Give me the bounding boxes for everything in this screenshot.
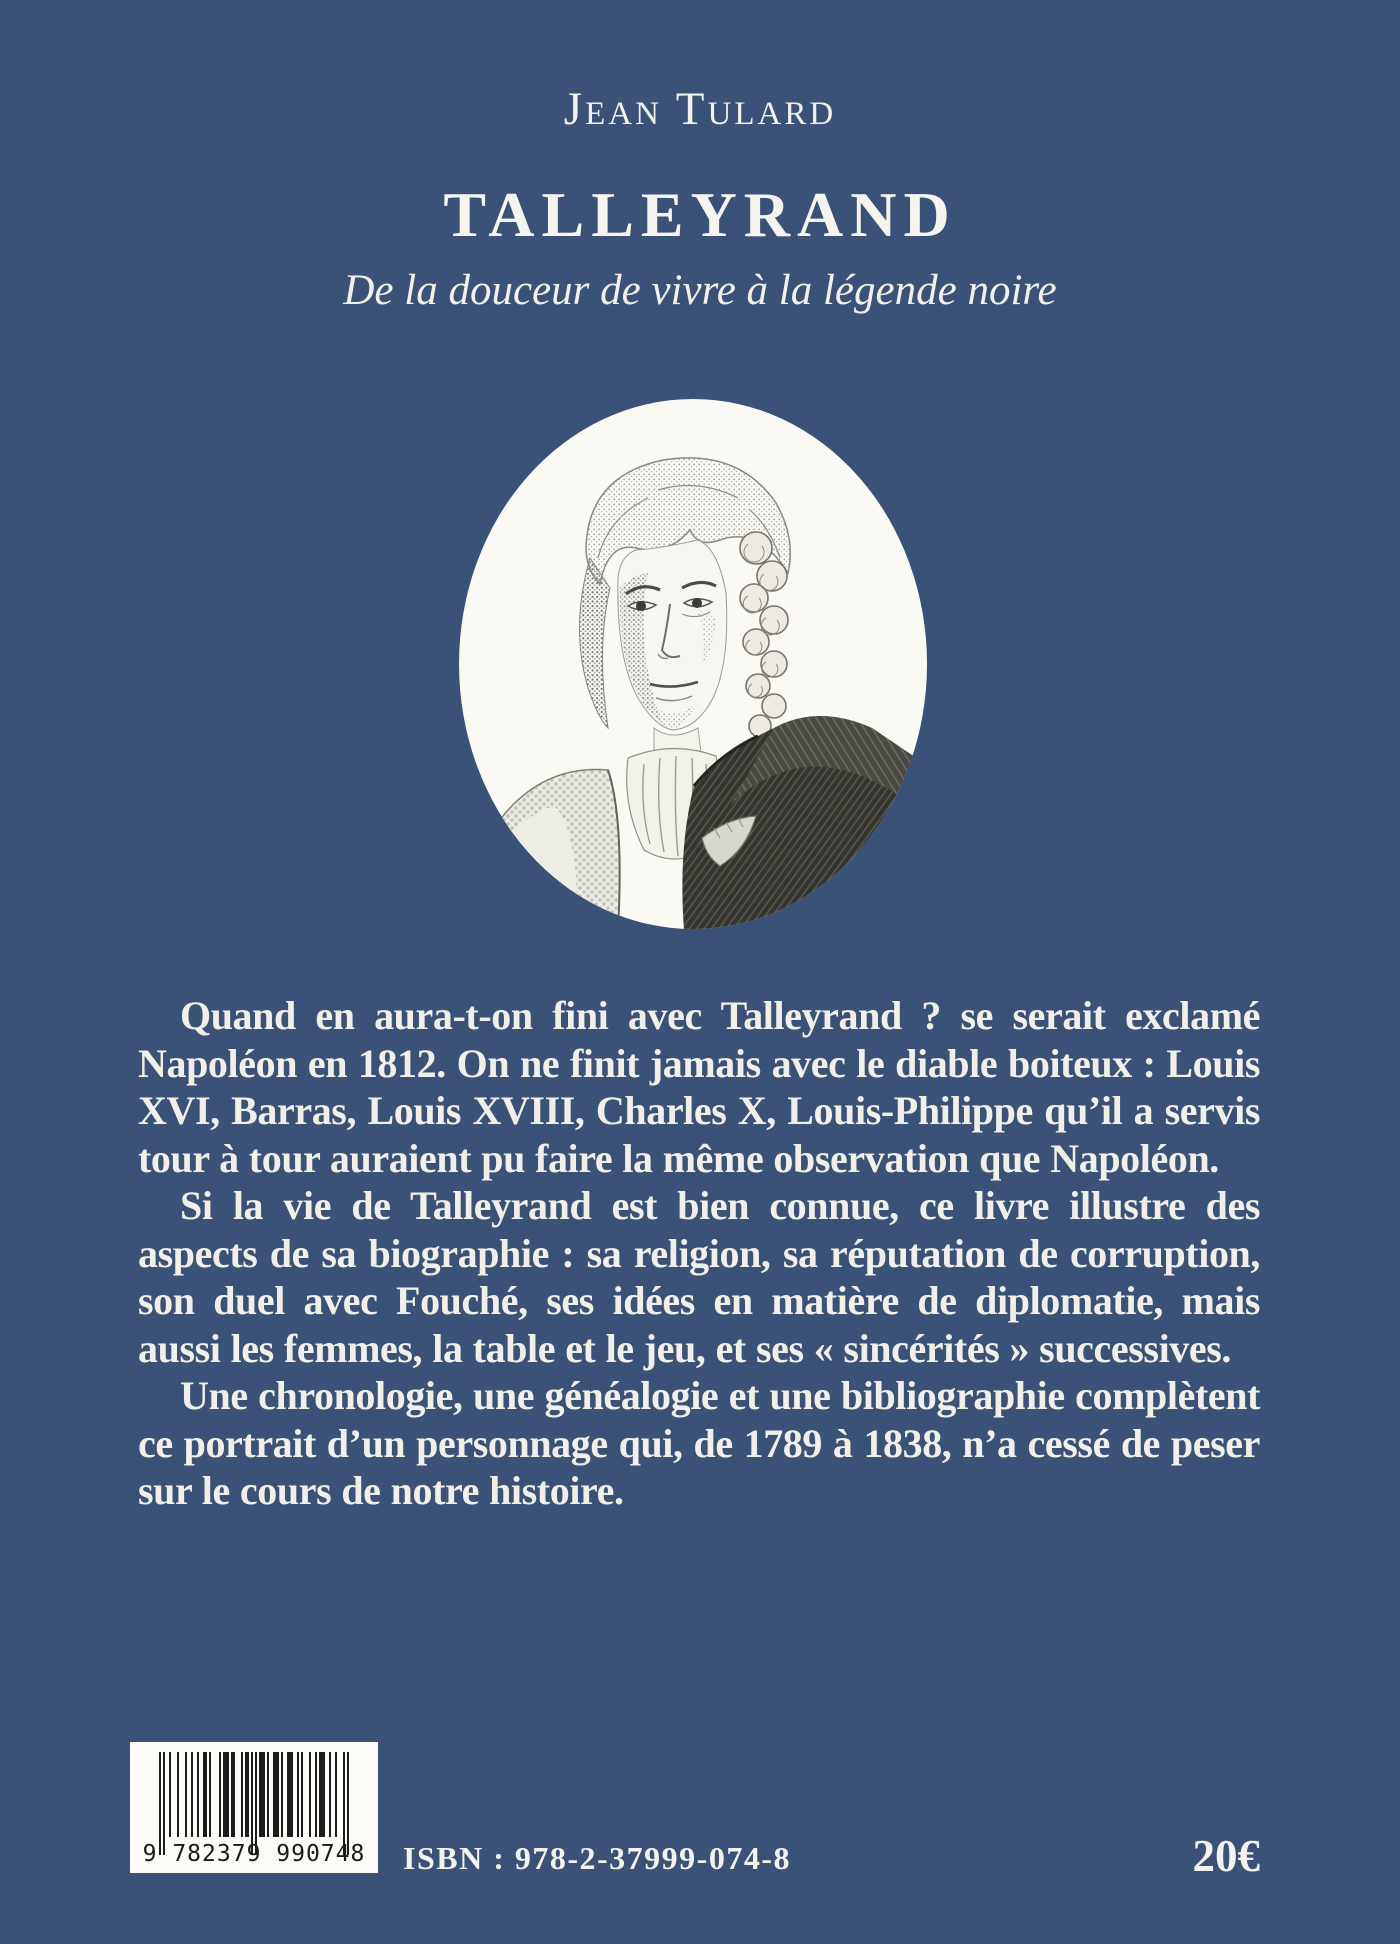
isbn-text: ISBN : 978-2-37999-074-8 <box>403 1840 791 1876</box>
portrait-vignette <box>458 398 928 930</box>
price-text: 20€ <box>1192 1831 1260 1881</box>
blurb-paragraph-1: Quand en aura-t-on fini avec Talleyrand ? se serait exclamé Napoléon en 1812. On ne finit jamais avec le diable boiteux : Louis XVI, Barras, Louis XVIII, Charles X, Louis-Philippe qu’il a servis tour à tour auraient pu faire la même observation que Napoléon. <box>138 993 1260 1181</box>
book-title: TALLEYRAND <box>443 179 957 250</box>
blurb-paragraph-3: Une chronologie, une généalogie et une bibliographie complètent ce portrait d’un personnage qui, de 1789 à 1838, n’a cessé de peser sur le cours de notre histoire. <box>138 1373 1260 1513</box>
author-name: Jean Tulard <box>563 83 837 135</box>
talleyrand-portrait-engraving <box>458 398 928 930</box>
blurb-paragraph-2: Si la vie de Talleyrand est bien connue, ce livre illustre des aspects de sa biographie : sa religion, sa réputation de corruption, son duel avec Fouché, ses idées en matière de diplomatie, mais aussi les femmes, la table et le jeu, et ses « sincérités » successives. <box>138 1183 1260 1371</box>
book-subtitle: De la douceur de vivre à la légende noire <box>343 267 1057 314</box>
back-cover-blurb <box>138 992 1260 1515</box>
barcode-digits: 9 782379 990748 <box>142 1841 366 1867</box>
ean13-barcode <box>130 1742 378 1873</box>
